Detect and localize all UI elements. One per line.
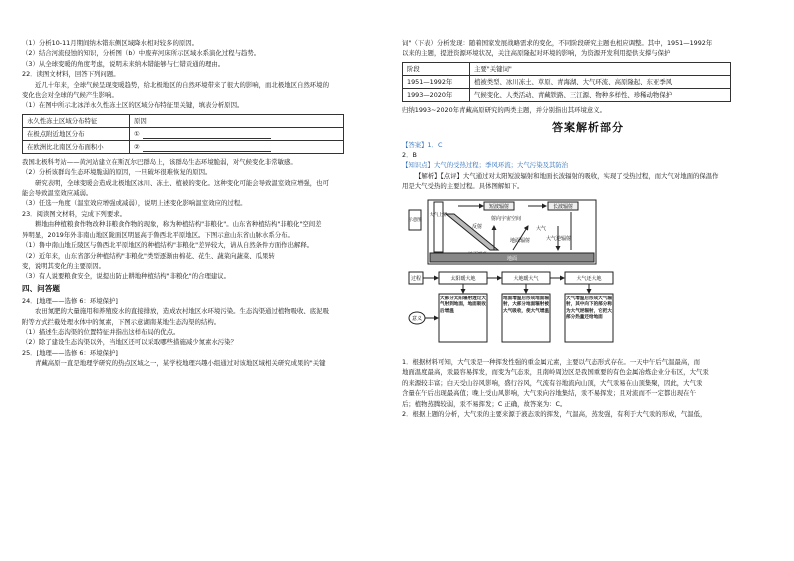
q24-text-2: 附等方式拦截处理水体中的氮素，下图示意湖南某地生态沟渠的结构。 [22, 317, 221, 326]
explanation-3: 的来源较丰富；白天受山谷风影响，盛行谷风，气流有谷地流向山顶，大气汞易在山顶集聚，因此，大气汞 [402, 378, 703, 387]
table-cell: 在极点附近地区分布 [23, 127, 130, 140]
space-label: 射向宇宙空间 [490, 215, 522, 222]
explanation-4: 含量在午后出现最高值；晚上受山风影响，大气汞向谷地集结，汞不易挥发；且对流而不一定都出现在午 [402, 389, 696, 398]
q24-text-1: 农田氮肥的大量施用和养殖废水的直接排放，造成农村地区水环境污染。生态沟渠通过植物吸收、底泥吸 [35, 307, 329, 316]
q23-sub-3: （3）有人说要粮食安全，说提出防止耕地种植结构"非粮化"的合理建议。 [22, 272, 231, 281]
table-header: 原因 [130, 114, 344, 127]
sun-box [434, 202, 443, 252]
side-label: 过程 [410, 275, 422, 282]
atmosphere-label: 大气 [536, 225, 547, 232]
side-label: 示意图 [408, 217, 422, 223]
q25-text: 青藏高原一直是地理学研究的热点区域之一，某学校地理兴趣小组通过对该地区域相关研究成果的"关键 [35, 359, 326, 368]
q22-sub-1: （1）在图中所示北冰洋永久性冻土区的区域分布特征里关键，填表分析原因。 [22, 101, 244, 110]
meaning-text: 大气增温后形成大气辐射，其中向下的部分称为大气逆辐射，它把大部分热量还给地面 [566, 295, 612, 320]
ground-radiation-label: 地面辐射 [510, 237, 531, 244]
table-cell: 气候变化、人类活动、青藏铁路、三江源、物种多样性、珍稀动物保护 [470, 88, 731, 101]
answer-blank[interactable] [143, 144, 271, 152]
table-cell: 植被类型、冰川冻土、草原、青海湖、大气环流、高原隆起、东亚季风 [470, 75, 731, 88]
q23-title: 23．阅读图文材料，完成下列要求。 [22, 209, 126, 218]
explanation-5: 后；植物蒸腾较弱，汞不易挥发；C 正确，故答案为：C。 [402, 399, 567, 408]
table-cell [130, 127, 344, 140]
explanation-6: 2．根据上题的分析，大气汞的主要来源于液态汞的挥发，气温高，蒸发强，有利于大气汞的形成，气温低， [402, 410, 707, 419]
q25-sub: 归纳1993~2020年青藏高原研究的两类主题，并分别指出其环境意义。 [402, 105, 607, 114]
q21-sub-2: （2）结合河流侵蚀的知识，分析图（b）中废弃河床所示区域水系演化过程与趋势。 [22, 49, 261, 58]
analysis-1: 【解析】【点评】大气通过对太阳短波辐射和地面长波辐射的吸收，实现了受热过程，而大气对地面的保温作 [415, 171, 719, 180]
permafrost-table [22, 114, 344, 154]
answer-2: 2．B [402, 151, 417, 160]
meaning-text: 大部分太阳辐射透过大气射到地面，地面吸收后增温 [440, 295, 486, 314]
ground-label: 地面 [506, 255, 518, 262]
q23-sub-2b: 变，说明其变化的主要原因。 [22, 261, 106, 270]
section-4-heading: 四、问答题 [22, 283, 60, 293]
table-cell [130, 140, 344, 153]
q22-mid-1: 我国北极科考站——黄河站建立在斯瓦尔巴群岛上，该群岛生态环境脆弱，对气候变化非常敏感。 [22, 157, 297, 166]
analysis-2: 用是大气受热的主要过程。具体图解如下。 [402, 182, 524, 191]
left-column [22, 38, 394, 369]
right-column [402, 38, 774, 420]
q23-intro-2: 异明显，2019年外非南山地区陇面区明显高于鲁西北平原地区。下图示意山东省山脉水系分布。 [22, 230, 294, 239]
q22-title: 22．读图文材料，回答下列问题。 [22, 70, 120, 79]
q23-sub-2: （2）近年来，山东省部分种植结构"非粮化"类型逐渐由棉花、花生、蔬菜向蔬菜、瓜果转 [22, 251, 275, 260]
explanation-1: 1．根据材料可知，大气汞是一种挥发性强的重金属元素，主要以气态形式存在。一天中午后气温最高，而 [402, 358, 701, 367]
step-label: 大气还大地 [576, 275, 602, 282]
q25-title: 25．[地理——选修 6：环境保护] [22, 348, 118, 357]
q25-cont-1: 词"（下表）分析发现：随着国家发展战略需求的变化，不同阶段研究主题也相应调整。其中，1951—1992年 [402, 39, 713, 47]
q22-mid-3: 研究表明，全球变暖会造成北极地区冰川、冻土、植被的变化。这种变化可能会导致温室效应增强，也可 [35, 178, 329, 187]
answer-section-title: 答案解析部分 [552, 121, 624, 135]
step-label: 大地暖大气 [513, 275, 539, 282]
q24-title: 24．[地理——选修 6：环境保护] [22, 296, 118, 305]
atmosphere-heating-diagram [408, 196, 774, 351]
table-cell: 在欧洲比北南区分布面积小 [23, 140, 130, 153]
table-header: 阶段 [403, 62, 470, 75]
explanation-2: 地面温度最高，汞最容易挥发，而变为气态汞，且南岭周边区是我国重要的有色金属冶炼企业分布区，大气汞 [402, 368, 709, 377]
q25-cont-2: 以来的主题，提进资源环境状况，关注高原隆起对环境的影响，为资源开发利用提供支撑与保护 [402, 49, 671, 58]
q24-sub-2: （2）除了建设生态沟渠以外，当地区还可以采取哪些措施减少氮素水污染？ [22, 338, 237, 347]
counter-radiation-label: 大气逆辐射 [546, 235, 572, 242]
answer-1: 【答案】1．C [402, 140, 443, 149]
knowledge-point: 【知识点】大气的受热过程；季风环流；大气污染及其防治 [402, 161, 569, 170]
step-label: 太阳暖大地 [450, 275, 476, 282]
q22-mid-4: 能会导致温室效应减弱。 [22, 189, 93, 198]
q24-sub-1: （1）描述生态沟渠的位置特征并指出这样布局的优点。 [22, 327, 180, 336]
meaning-text: 地面增温后形成地面辐射，大部分地面辐射被大气吸收，使大气增温 [503, 295, 549, 314]
table-cell: 1993—2020年 [403, 88, 470, 101]
table-header: 永久性冻土区域分布特征 [23, 114, 130, 127]
q21-sub-3: （3）从全球变暖的角度考虑，说明未来纳木错能够与仁错贡通的理由。 [22, 59, 225, 68]
circle-mark: ② [134, 142, 140, 151]
short-wave-label: 短波辐射 [488, 203, 510, 210]
table-cell: 1951—1992年 [403, 75, 470, 88]
keyword-table [402, 62, 731, 102]
reflect-label: 反射 [472, 223, 483, 230]
answer-blank[interactable] [143, 131, 271, 139]
q22-intro-2: 变化也会对全球的气候产生影响。 [22, 91, 118, 100]
q22-mid-2: （2）分析该群岛生态环境脆弱的原因，一旦破坏很难恢复的原因。 [22, 168, 212, 177]
q23-intro-1: 耕地由种植粮食作物改种非粮食作物的现象，称为种植结构"非粮化"。山东省种植结构"非粮化"空间差 [35, 220, 322, 229]
q23-sub-1: （1）鲁中南山地丘陵区与鲁西北平原地区的种植结构"非粮化"差异较大，请从自然条件方面作出解释。 [22, 241, 314, 250]
side-label: 意义 [411, 315, 423, 322]
table-header: 主要"关键词" [470, 62, 731, 75]
q22-mid-5: （3）任选一角度（温室效应增强或减弱），说明上述变化影响温室效应的过程。 [22, 199, 247, 208]
circle-mark: ① [134, 129, 140, 138]
long-wave-label: 长波辐射 [552, 203, 574, 210]
upper-label: 大气上界 [429, 212, 448, 218]
q22-intro-1: 近几十年来，全球气候呈现变暖趋势，给北极地区的自然环境带来了很大的影响，而北极地区自然环境的 [35, 80, 329, 89]
q21-sub-1: （1）分析10-11月期间纳木错东侧区域降水相对较多的原因。 [22, 39, 199, 47]
